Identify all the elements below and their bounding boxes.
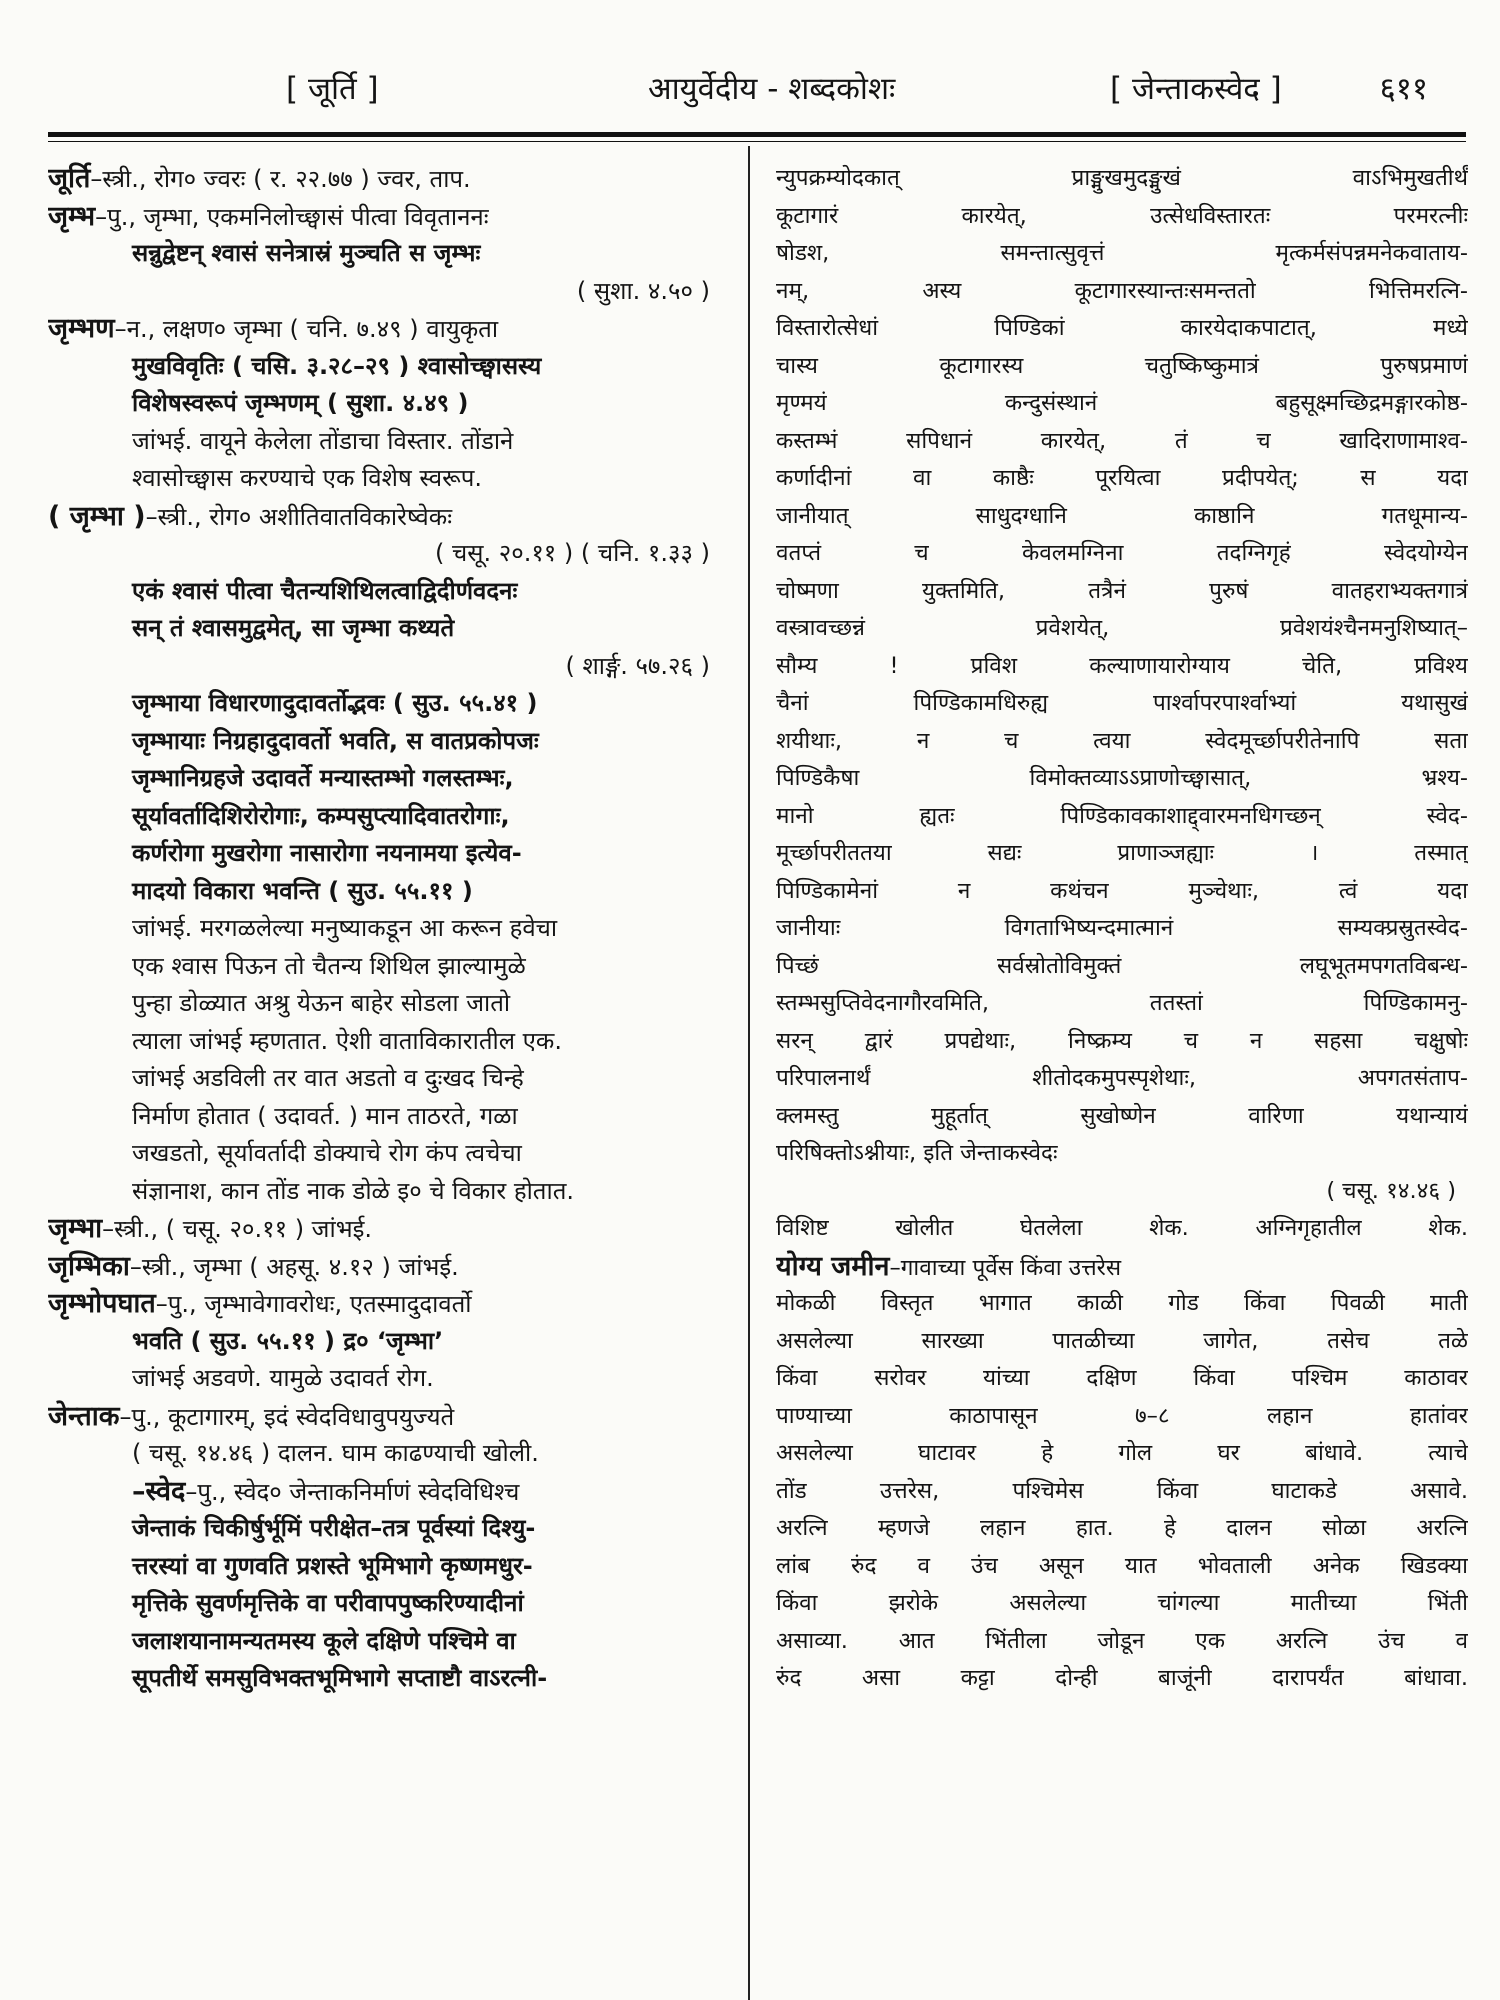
line-text: त्याला जांभई म्हणतात. ऐशी वाताविकारातील एक. [132, 1026, 562, 1055]
text-line [776, 423, 1468, 461]
text-line [48, 423, 740, 461]
line-text: वस्त्रावच्छन्नं प्रवेशयेत्, प्रवेशयंश्चैनमनुशिष्यात्– [776, 615, 1468, 641]
text-line [48, 535, 740, 573]
line-text: भवति ( सुउ. ५५.११ ) द्र० ‘जृम्भा’ [132, 1326, 444, 1355]
text-line [48, 273, 740, 311]
text-line [776, 1023, 1468, 1061]
line-text: मृत्तिके सुवर्णमृत्तिके वा परीवापपुष्करिण्यादीनां [132, 1589, 524, 1617]
text-line [776, 1398, 1468, 1436]
line-text: परिषिक्तोऽश्नीयाः, इति जेन्ताकस्वेदः [776, 1140, 1058, 1166]
line-text: जांभई अडविली तर वात अडतो व दुःखद चिन्हे [132, 1064, 524, 1092]
left-column [48, 160, 740, 1698]
line-text: त्तरस्यां वा गुणवति प्रशस्ते भूमिभागे कृष्णमधुर- [132, 1551, 533, 1580]
text-line [776, 385, 1468, 423]
text-line [776, 1173, 1468, 1211]
line-text: पुन्हा डोळ्यात अश्रु येऊन बाहेर सोडला जातो [132, 989, 511, 1017]
line-text: न्युपक्रम्योदकात् प्राङ्मुखमुदङ्मुखं वाऽभिमुखतीर्थं [776, 165, 1468, 191]
text-line [776, 310, 1468, 348]
text-line [48, 610, 740, 648]
text-line [776, 198, 1468, 236]
text-line [776, 498, 1468, 536]
line-text: रुंद असा कट्टा दोन्ही बाजूंनी दारापर्यंत बांधावा. [776, 1665, 1468, 1691]
text-line [48, 985, 740, 1023]
headword: जृम्भिका [48, 1250, 130, 1282]
text-line [48, 1023, 740, 1061]
entry-line [48, 198, 740, 236]
headword: जृम्भण [48, 313, 115, 344]
text-line [48, 648, 740, 686]
line-text: परिपालनार्थं शीतोदकमुपस्पृशेथाः, अपगतसंताप- [776, 1065, 1468, 1091]
line-text: पिच्छं सर्वस्रोतोविमुक्तं लघूभूतमपगतविबन्ध- [776, 952, 1468, 979]
entry-line [48, 310, 740, 348]
line-text: सूर्यावर्तादिशिरोरोगाः, कम्पसुप्त्यादिवातरोगाः, [132, 801, 510, 830]
line-text: शयीथाः, न च त्वया स्वेदमूर्च्छापरीतेनापि सता [776, 727, 1468, 754]
line-text: जेन्ताकं चिकीर्षुर्भूमिं परीक्षेत–तत्र पूर्वस्यां दिश्यु- [132, 1514, 536, 1542]
text-line [48, 1135, 740, 1173]
line-text: –पु., जृम्भा, एकमनिलोच्छ्वासं पीत्वा विवृताननः [95, 202, 489, 231]
headword: जृम्भा [48, 1213, 103, 1244]
text-line [48, 385, 740, 423]
text-line [48, 1510, 740, 1548]
text-line [776, 273, 1468, 311]
column-divider [748, 146, 750, 2000]
line-text: जानीयाः विगताभिष्यन्दमात्मानं सम्यक्प्रस्रुतस्वेद- [776, 915, 1468, 941]
line-text: ( सुशा. ४.५० ) [576, 276, 710, 305]
text-line [48, 1173, 740, 1211]
text-line [776, 1623, 1468, 1661]
text-line [48, 723, 740, 761]
line-text: पिण्डिकामेनां न कथंचन मुञ्चेथाः, त्वं यदा [776, 877, 1468, 904]
text-line [48, 835, 740, 873]
line-text: जखडतो, सूर्यावर्तादी डोक्याचे रोग कंप त्वचेचा [132, 1139, 522, 1167]
entry-line [48, 1473, 740, 1511]
text-line [48, 873, 740, 911]
line-text: चास्य कूटागारस्य चतुष्किष्कुमात्रं पुरुषप्रमाणं [776, 352, 1468, 379]
line-text: जृम्भाया विधारणादुदावर्तोद्भवः ( सुउ. ५५.४१ ) [132, 689, 538, 717]
line-text: –पु., स्वेद० जेन्ताकनिर्माणं स्वेदविधिश्च [185, 1477, 520, 1506]
line-text: जांभई अडवणे. यामुळे उदावर्त रोग. [132, 1364, 434, 1392]
headword: ( जृम्भा ) [48, 500, 146, 532]
text-line [776, 160, 1468, 198]
text-line [48, 1660, 740, 1698]
text-line [776, 1473, 1468, 1511]
header-first-word: [ जूर्ति ] [286, 71, 379, 107]
line-text: असाव्या. आत भिंतीला जोडून एक अरत्नि उंच व [776, 1627, 1468, 1654]
line-text: –गावाच्या पूर्वेस किंवा उत्तरेस [889, 1254, 1122, 1281]
line-text: –स्त्री., ( चसू. २०.११ ) जांभई. [102, 1215, 372, 1243]
text-line [776, 1210, 1468, 1248]
line-text: जृम्भायाः निग्रहादुदावर्तो भवति, स वातप्रकोपजः [132, 726, 539, 755]
text-line [48, 1060, 740, 1098]
text-line [776, 348, 1468, 386]
line-text: नम्, अस्य कूटागारस्यान्तःसमन्ततो भित्तिमरत्नि- [776, 277, 1468, 304]
line-text: कर्णादीनां वा काष्ठैः पूरयित्वा प्रदीपयेत्; स यदा [776, 465, 1468, 491]
line-text: जलाशयानामन्यतमस्य कूले दक्षिणे पश्चिमे वा [132, 1626, 516, 1655]
line-text: सूपतीर्थे समसुविभक्तभूमिभागे सप्ताष्टौ वाऽरत्नी- [132, 1664, 548, 1692]
line-text: किंवा सरोवर यांच्या दक्षिण किंवा पश्चिम काठावर [776, 1365, 1468, 1391]
line-text: ( चसू. १४.४६ ) [1326, 1177, 1456, 1204]
text-line [48, 760, 740, 798]
page-header [48, 62, 1460, 122]
line-text: मुखविवृतिः ( चसि. ३.२८–२९ ) श्वासोच्छ्वासस्य [132, 351, 542, 380]
line-text: विस्तारोत्सेधां पिण्डिकां कारयेदाकपाटात्, मध्ये [776, 315, 1468, 341]
line-text: विशिष्ट खोलीत घेतलेला शेक. अग्निगृहातील शेक. [776, 1215, 1468, 1241]
line-text: असलेल्या सारख्या पातळीच्या जागेत, तसेच तळे [776, 1327, 1468, 1354]
text-line [776, 985, 1468, 1023]
line-text: चैनां पिण्डिकामधिरुह्य पार्श्वापरपार्श्वाभ्यां यथासुखं [776, 690, 1468, 716]
line-text: क्लमस्तु मुहूर्तात् सुखोष्णेन वारिणा यथान्यायं [776, 1102, 1468, 1129]
line-text: जानीयात् साधुदग्धानि काष्ठानि गतधूमान्य- [776, 502, 1468, 529]
line-text: एकं श्वासं पीत्वा चैतन्यशिथिलत्वाद्विदीर्णवदनः [132, 576, 518, 605]
entry-line [776, 1248, 1468, 1286]
headword: जूर्ति [48, 163, 91, 194]
line-text: मूर्च्छापरीततया सद्यः प्राणाञ्जह्याः । तस्मात् [776, 840, 1468, 866]
headword: जृम्भोपघात [48, 1288, 156, 1319]
text-line [48, 1435, 740, 1473]
text-line [48, 1098, 740, 1136]
line-text: पाण्याच्या काठापासून ७–८ लहान हातांवर [776, 1402, 1468, 1429]
text-line [48, 1623, 740, 1661]
text-line [776, 1510, 1468, 1548]
entry-line [48, 1210, 740, 1248]
text-line [776, 1285, 1468, 1323]
entry-line [48, 1398, 740, 1436]
text-line [776, 1060, 1468, 1098]
line-text: मादयो विकारा भवन्ति ( सुउ. ५५.११ ) [132, 876, 473, 905]
text-line [776, 648, 1468, 686]
text-line [776, 573, 1468, 611]
line-text: लांब रुंद व उंच असून यात भोवताली अनेक खिडक्या [776, 1552, 1468, 1579]
line-text: अरत्नि म्हणजे लहान हात. हे दालन सोळा अरत्नि [776, 1515, 1468, 1541]
header-title: आयुर्वेदीय - शब्दकोशः [648, 71, 896, 107]
text-line [776, 235, 1468, 273]
text-line [48, 910, 740, 948]
text-line [48, 348, 740, 386]
page-number: ६११ [1379, 71, 1428, 107]
line-text: –स्त्री., रोग० ज्वरः ( र. २२.७७ ) ज्वर, ताप. [90, 165, 471, 193]
text-line [48, 685, 740, 723]
text-line [776, 1435, 1468, 1473]
line-text: चोष्मणा युक्तमिति, तत्रैनं पुरुषं वातहराभ्यक्तगात्रं [776, 577, 1468, 604]
line-text: –स्त्री., रोग० अशीतिवातविकारेष्वेकः [145, 502, 453, 531]
line-text: सरन् द्वारं प्रपद्येथाः, निष्क्रम्य च न सहसा चक्षुषोः [776, 1027, 1468, 1054]
text-line [776, 760, 1468, 798]
text-line [48, 1548, 740, 1586]
entry-line [48, 498, 740, 536]
line-text: सौम्य ! प्रविश कल्याणायारोग्याय चेति, प्रविश्य [776, 652, 1468, 679]
line-text: वतप्तं च केवलमग्निना तदग्निगृहं स्वेदयोग्येन [776, 540, 1468, 566]
headword: जेन्ताक [48, 1400, 120, 1432]
text-line [48, 573, 740, 611]
text-line [776, 1660, 1468, 1698]
text-line [48, 1360, 740, 1398]
text-line [776, 1548, 1468, 1586]
line-text: सन्नुद्वेष्टन् श्वासं सनेत्रास्रं मुञ्चति स जृम्भः [132, 239, 481, 267]
line-text: स्तम्भसुप्तिवेदनागौरवमिति, ततस्तां पिण्डिकामनु- [776, 990, 1468, 1016]
text-line [48, 1585, 740, 1623]
line-text: विशेषस्वरूपं जृम्भणम् ( सुशा. ४.४९ ) [132, 389, 469, 417]
line-text: सन् तं श्वासमुद्वमेत्, सा जृम्भा कथ्यते [132, 614, 455, 642]
text-line [48, 235, 740, 273]
text-line [776, 798, 1468, 836]
line-text: –स्त्री., जृम्भा ( अहसू. ४.१२ ) जांभई. [129, 1252, 459, 1281]
line-text: जांभई. वायूने केलेला तोंडाचा विस्तार. तोंडाने [132, 426, 514, 455]
header-rule-thick [48, 132, 1466, 137]
line-text: जांभई. मरगळलेल्या मनुष्याकडून आ करून हवेचा [132, 914, 558, 942]
text-line [776, 535, 1468, 573]
line-text: संज्ञानाश, कान तोंड नाक डोळे इ० चे विकार होतात. [132, 1176, 575, 1205]
line-text: एक श्वास पिऊन तो चैतन्य शिथिल झाल्यामुळे [132, 951, 526, 980]
line-text: तोंड उत्तरेस, पश्चिमेस किंवा घाटाकडे असावे. [776, 1477, 1468, 1504]
line-text: असलेल्या घाटावर हे गोल घर बांधावे. त्याचे [776, 1440, 1468, 1466]
line-text: जृम्भानिग्रहजे उदावर्ते मन्यास्तम्भो गलस्तम्भः, [132, 764, 514, 792]
text-line [776, 1323, 1468, 1361]
text-line [776, 610, 1468, 648]
line-text: ( शार्ङ्ग. ५७.२६ ) [565, 651, 710, 680]
text-line [776, 948, 1468, 986]
line-text: निर्माण होतात ( उदावर्त. ) मान ताठरते, गळा [132, 1101, 518, 1130]
headword: जृम्भ [48, 200, 96, 232]
line-text: कूटागारं कारयेत्, उत्सेधविस्तारतः परमरत्नीः [776, 202, 1468, 229]
text-line [48, 1323, 740, 1361]
line-text: ( चसू. १४.४६ ) दालन. घाम काढण्याची खोली. [132, 1439, 539, 1467]
line-text: ( चसू. २०.११ ) ( चनि. १.३३ ) [435, 539, 710, 567]
header-last-word: [ जेन्ताकस्वेद ] [1110, 71, 1282, 107]
text-line [48, 460, 740, 498]
line-text: किंवा झरोके असलेल्या चांगल्या मातीच्या भिंती [776, 1590, 1468, 1616]
line-text: –पु., जृम्भावेगावरोधः, एतस्मादुदावर्तो [155, 1290, 472, 1318]
headword: योग्य जमीन [776, 1250, 890, 1282]
right-column [776, 160, 1468, 1698]
line-text: मृण्मयं कन्दुसंस्थानं बहुसूक्ष्मच्छिद्रमङ्गारकोष्ठ- [776, 390, 1468, 416]
line-text: –न., लक्षण० जृम्भा ( चनि. ७.४९ ) वायुकृता [114, 315, 499, 343]
line-text: मानो ह्यतः पिण्डिकावकाशाद्द्वारमनधिगच्छन् स्वेद- [776, 802, 1468, 829]
entry-line [48, 160, 740, 198]
line-text: कर्णरोगा मुखरोगा नासारोगा नयनामया इत्येव- [132, 839, 522, 867]
text-line [48, 948, 740, 986]
line-text: कस्तम्भं सपिधानं कारयेत्, तं च खादिराणामाश्व- [776, 427, 1468, 454]
text-line [776, 1360, 1468, 1398]
text-line [776, 460, 1468, 498]
header-rule-thin [48, 141, 1466, 142]
text-line [776, 1585, 1468, 1623]
entry-line [48, 1248, 740, 1286]
text-line [776, 873, 1468, 911]
text-line [48, 798, 740, 836]
line-text: श्वासोच्छ्वास करण्याचे एक विशेष स्वरूप. [132, 464, 482, 492]
line-text: पिण्डिकैषा विमोक्तव्याऽऽप्राणोच्छ्वासात्, भ्रश्य- [776, 765, 1468, 791]
headword: –स्वेद [132, 1475, 186, 1507]
text-line [776, 835, 1468, 873]
text-line [776, 723, 1468, 761]
line-text: मोकळी विस्तृत भागात काळी गोड किंवा पिवळी माती [776, 1290, 1468, 1316]
text-line [776, 1135, 1468, 1173]
line-text: –पु., कूटागारम्, इदं स्वेदविधावुपयुज्यते [119, 1402, 455, 1431]
text-line [776, 685, 1468, 723]
text-line [776, 1098, 1468, 1136]
text-line [776, 910, 1468, 948]
entry-line [48, 1285, 740, 1323]
line-text: षोडश, समन्तात्सुवृत्तं मृत्कर्मसंपन्नमनेकवाताय- [776, 240, 1468, 266]
